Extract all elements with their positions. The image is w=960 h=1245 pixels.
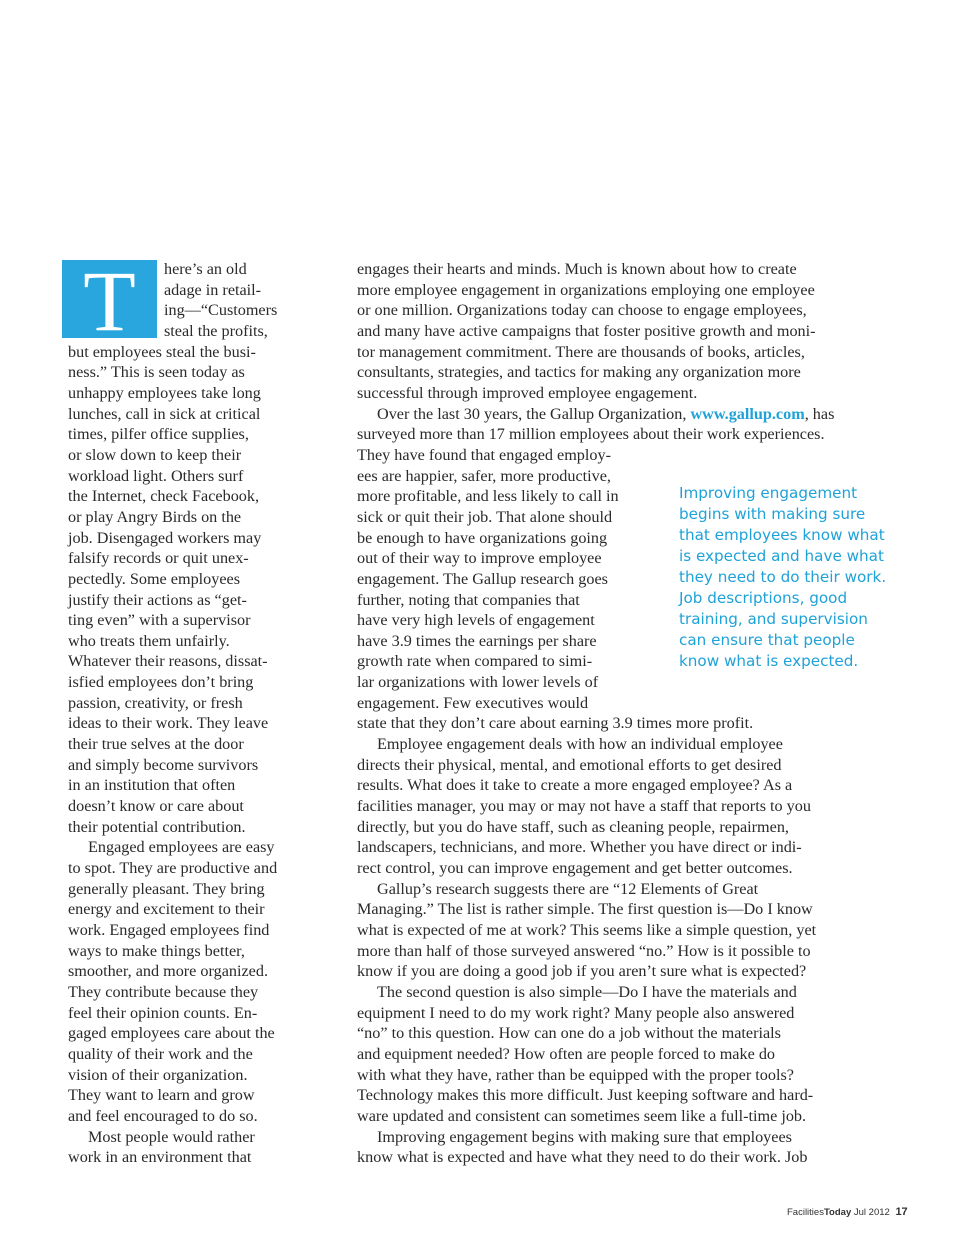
body-line: engages their hearts and minds. Much is known about how to create <box>357 260 797 278</box>
pull-quote <box>679 483 886 672</box>
body-line: more employee engagement in organizations employing one employee <box>357 280 815 299</box>
body-line: their potential contribution. <box>68 817 246 836</box>
body-line: surveyed more than 17 million employees about their work experiences. <box>357 425 825 444</box>
body-line: or one million. Organizations today can choose to engage employees, <box>357 301 807 320</box>
body-line: smoother, and more organized. <box>68 962 268 981</box>
body-line: “no” to this question. How can one do a job without the materials <box>357 1024 781 1043</box>
body-text: , has <box>804 404 835 423</box>
body-line: They contribute because they <box>68 982 259 1001</box>
body-line: Engaged employees are easy <box>88 838 275 857</box>
body-line: They want to learn and grow <box>68 1086 255 1105</box>
left-column <box>68 259 293 1168</box>
body-line: and equipment needed? How often are people forced to make do <box>357 1044 776 1063</box>
drop-cap: T <box>62 260 157 338</box>
body-line: have very high levels of engagement <box>357 611 595 630</box>
body-line <box>357 404 867 425</box>
body-line: adage in retail- <box>164 280 262 299</box>
body-line: or play Angry Birds on the <box>68 507 242 526</box>
body-line: work. Engaged employees find <box>68 921 270 939</box>
body-line: Technology makes this more difficult. Just keeping software and hard- <box>357 1086 814 1105</box>
body-line: lar organizations with lower levels of <box>357 673 599 692</box>
body-line: pectedly. Some employees <box>68 569 241 588</box>
body-line: Employee engagement deals with how an individual employee <box>377 735 783 754</box>
body-line: gaged employees care about the <box>68 1024 275 1043</box>
body-line: rect control, you can improve engagement and get better outcomes. <box>357 859 793 878</box>
body-line: Improving engagement begins with making sure that employees <box>377 1127 792 1146</box>
pull-quote-line: know what is expected. <box>679 652 859 670</box>
pull-quote-line: that employees know what <box>679 526 885 544</box>
body-line: but employees steal the busi- <box>68 342 256 361</box>
body-line: and many have active campaigns that foster positive growth and moni- <box>357 321 816 340</box>
pull-quote-line: can ensure that people <box>679 631 855 649</box>
pull-quote-line: begins with making sure <box>679 505 866 523</box>
body-line: doesn’t know or care about <box>68 797 244 816</box>
body-line: more profitable, and less likely to call in <box>357 487 619 506</box>
body-line: They have found that engaged employ- <box>357 445 611 464</box>
body-line: directly, but you do have staff, such as cleaning people, repairmen, <box>357 817 789 836</box>
body-line: here’s an old <box>164 260 247 278</box>
body-line: Whatever their reasons, dissat- <box>68 652 268 671</box>
brand-name-bold: Today <box>823 1207 852 1218</box>
body-line: successful through improved employee engagement. <box>357 383 698 402</box>
pull-quote-line: is expected and have what <box>679 547 884 565</box>
body-line: feel their opinion counts. En- <box>68 1003 258 1022</box>
body-line: the Internet, check Facebook, <box>68 487 260 506</box>
issue-date: Jul 2012 <box>853 1207 890 1218</box>
pull-quote-line: they need to do their work. <box>679 568 887 586</box>
page-number: 17 <box>895 1206 908 1218</box>
body-line: ness.” This is seen today as <box>68 363 245 382</box>
body-line: ting even” with a supervisor <box>68 611 251 630</box>
body-line: Managing.” The list is rather simple. The first question is—Do I know <box>357 900 813 919</box>
body-line: be enough to have organizations going <box>357 528 608 547</box>
brand-name-light: Facilities <box>787 1207 824 1218</box>
body-line: know what is expected and have what they need to do their work. Job <box>357 1148 808 1167</box>
body-line: tor management commitment. There are thousands of books, articles, <box>357 342 805 361</box>
body-line: ees are happier, safer, more productive, <box>357 466 611 485</box>
body-line: unhappy employees take long <box>68 383 261 402</box>
body-line: workload light. Others surf <box>68 466 244 485</box>
body-line: in an institution that often <box>68 776 236 795</box>
body-line: or slow down to keep their <box>68 445 242 464</box>
right-column <box>357 259 867 1168</box>
body-line: have 3.9 times the earnings per share <box>357 631 597 650</box>
body-line: passion, creativity, or fresh <box>68 693 243 712</box>
gallup-link[interactable]: www.gallup.com <box>690 404 805 423</box>
body-line: energy and excitement to their <box>68 900 265 919</box>
body-line: facilities manager, you may or may not have a staff that reports to you <box>357 797 811 816</box>
body-line: quality of their work and the <box>68 1044 253 1063</box>
body-line: engagement. The Gallup research goes <box>357 569 608 588</box>
body-line: and simply become survivors <box>68 755 259 774</box>
body-line: growth rate when compared to simi- <box>357 652 593 671</box>
pull-quote-line: Job descriptions, good <box>679 589 848 607</box>
body-line: and feel encouraged to do so. <box>68 1106 258 1125</box>
body-line: work in an environment that <box>68 1148 252 1167</box>
body-line: to spot. They are productive and <box>68 859 278 878</box>
body-line: their true selves at the door <box>68 735 244 754</box>
body-line: generally pleasant. They bring <box>68 879 265 898</box>
pull-quote-line: Improving engagement <box>679 484 858 502</box>
body-line: Most people would rather <box>88 1127 255 1146</box>
body-line: vision of their organization. <box>68 1065 248 1084</box>
body-line: sick or quit their job. That alone should <box>357 507 613 526</box>
body-line: ware updated and consistent can sometimes seem like a full-time job. <box>357 1106 807 1125</box>
body-line: out of their way to improve employee <box>357 549 602 568</box>
page-footer <box>787 1206 908 1218</box>
body-line: know if you are doing a good job if you aren’t sure what is expected? <box>357 962 807 981</box>
body-line: falsify records or quit unex- <box>68 549 249 568</box>
body-line: equipment I need to do my work right? Many people also answered <box>357 1003 795 1022</box>
body-line: The second question is also simple—Do I have the materials and <box>377 982 797 1001</box>
body-line: ing—“Customers <box>164 301 278 320</box>
body-line: state that they don’t care about earning 3.9 times more profit. <box>357 714 754 733</box>
body-line: landscapers, technicians, and more. Whether you have direct or indi- <box>357 838 802 857</box>
body-line: engagement. Few executives would <box>357 693 589 712</box>
body-text: Over the last 30 years, the Gallup Organization, <box>377 404 691 423</box>
body-line: lunches, call in sick at critical <box>68 404 261 423</box>
body-line: ideas to their work. They leave <box>68 714 269 733</box>
body-line: steal the profits, <box>164 321 268 340</box>
body-line: further, noting that companies that <box>357 590 580 609</box>
body-line: ways to make things better, <box>68 941 245 960</box>
body-line: Gallup’s research suggests there are “12 Elements of Great <box>377 879 759 898</box>
body-line: results. What does it take to create a more engaged employee? As a <box>357 776 793 795</box>
body-line: more than half of those surveyed answered “no.” How is it possible to <box>357 941 811 960</box>
body-line: with what they have, rather than be equipped with the proper tools? <box>357 1065 794 1084</box>
pull-quote-line: training, and supervision <box>679 610 868 628</box>
body-line: directs their physical, mental, and emotional efforts to get desired <box>357 755 782 774</box>
body-line: what is expected of me at work? This seems like a simple question, yet <box>357 921 817 939</box>
body-line: who treats them unfairly. <box>68 631 230 650</box>
body-line: times, pilfer office supplies, <box>68 425 249 444</box>
body-line: job. Disengaged workers may <box>68 528 262 547</box>
body-line: consultants, strategies, and tactics for making any organization more <box>357 363 801 382</box>
body-line: isfied employees don’t bring <box>68 673 254 692</box>
body-line: justify their actions as “get- <box>68 590 247 609</box>
